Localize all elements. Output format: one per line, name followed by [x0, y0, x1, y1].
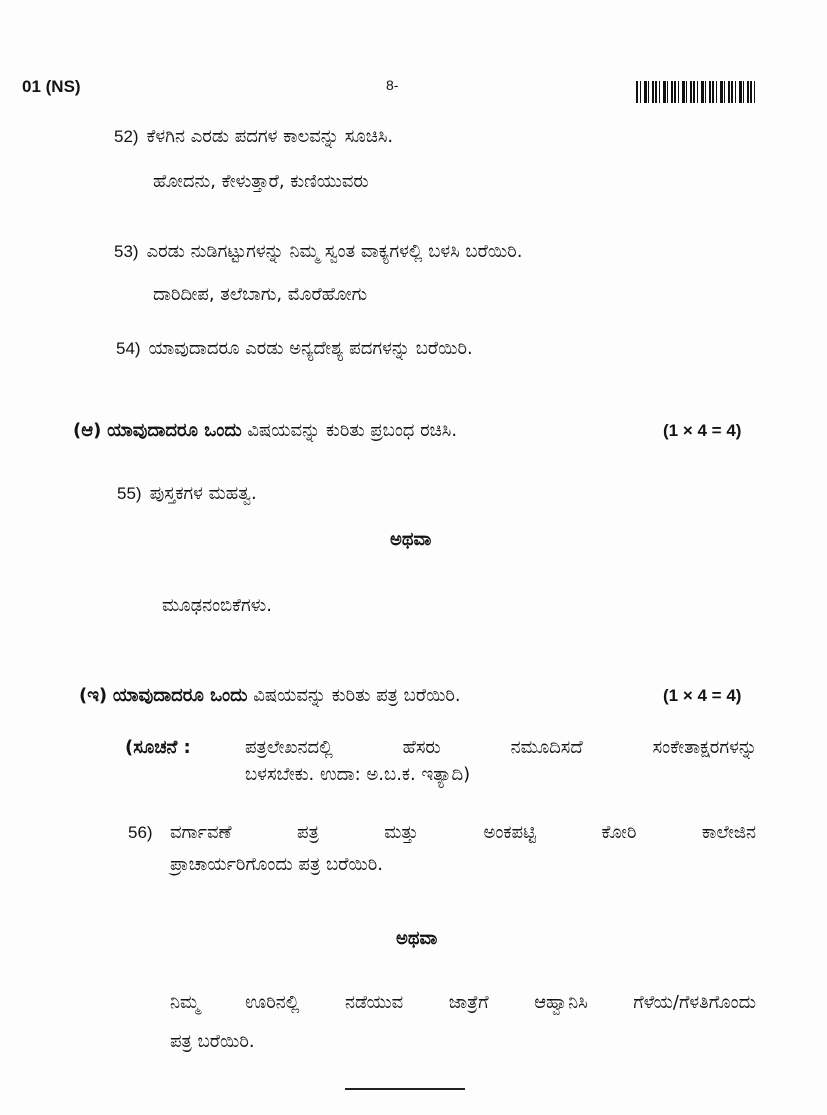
section-label: (ಆ) [73, 420, 102, 441]
paper-code: 01 (NS) [22, 77, 81, 96]
section-aa-heading [73, 420, 457, 442]
question-number: 54) [116, 339, 141, 358]
question-number: 52) [114, 127, 139, 146]
question-words: ದಾರಿದೀಪ, ತಲೆಬಾಗು, ಮೊರೆಹೋಗು [153, 284, 368, 305]
question-55 [117, 483, 257, 505]
question-55-alternative: ಮೂಢನಂಬಿಕೆಗಳು. [162, 595, 272, 616]
section-label: (ಇ) [79, 685, 108, 706]
section-i-heading [79, 685, 461, 707]
section-text: ವಿಷಯವನ್ನು ಕುರಿತು ಪ್ರಬಂಧ ರಚಿಸಿ. [247, 420, 458, 441]
alternative-line-2: ಪತ್ರ ಬರೆಯಿರಿ. [170, 1031, 255, 1052]
question-56-number: 56) [128, 823, 153, 842]
question-53 [114, 241, 523, 305]
note-line-2: ಬಳಸಬೇಕು. ಉದಾ: ಅ.ಬ.ಕ. ಇತ್ಯಾದಿ) [245, 764, 471, 785]
question-text: ಕೆಳಗಿನ ಎರಡು ಪದಗಳ ಕಾಲವನ್ನು ಸೂಚಿಸಿ. [146, 126, 394, 147]
note-text [245, 737, 757, 786]
or-divider: ಅಥವಾ [390, 529, 432, 550]
section-bold-text: ಯಾವುದಾದರೂ ಒಂದು [107, 420, 242, 441]
question-56-text [170, 822, 756, 876]
section-i-marks: (1 × 4 = 4) [663, 686, 742, 705]
note-line-1: ಪತ್ರಲೇಖನದಲ್ಲಿ ಹೆಸರು ನಮೂದಿಸದೆ ಸಂಕೇತಾಕ್ಷರಗಳನ್ನು [245, 737, 757, 758]
section-text: ವಿಷಯವನ್ನು ಕುರಿತು ಪತ್ರ ಬರೆಯಿರಿ. [253, 685, 461, 706]
question-56-line-1: ವರ್ಗಾವಣೆ ಪತ್ರ ಮತ್ತು ಅಂಕಪಟ್ಟಿ ಕೋರಿ ಕಾಲೇಜಿನ [170, 822, 756, 843]
question-text: ಎರಡು ನುಡಿಗಟ್ಟುಗಳನ್ನು ನಿಮ್ಮ ಸ್ವಂತ ವಾಕ್ಯಗಳಲ್ಲಿ ಬಳಸಿ ಬರೆಯಿರಿ. [146, 241, 523, 262]
question-number: 55) [117, 484, 142, 503]
question-words: ಹೋದನು, ಕೇಳುತ್ತಾರೆ, ಕುಣಿಯುವರು [153, 171, 369, 192]
barcode [636, 81, 756, 103]
alternative-line-1: ನಿಮ್ಮ ಊರಿನಲ್ಲಿ ನಡೆಯುವ ಜಾತ್ರೆಗೆ ಆಹ್ವಾನಿಸಿ ಗೆಳೆಯ/ಗೆಳತಿಗೊಂದು [170, 992, 756, 1013]
section-aa-marks: (1 × 4 = 4) [663, 421, 742, 440]
note-label: (ಸೂಚನೆ : [125, 737, 191, 758]
question-56-alternative [170, 992, 756, 1053]
question-54 [116, 338, 473, 360]
question-56-line-2: ಪ್ರಾಚಾರ್ಯರಿಗೊಂದು ಪತ್ರ ಬರೆಯಿರಿ. [170, 854, 383, 875]
question-text: ಯಾವುದಾದರೂ ಎರಡು ಅನ್ಯದೇಶ್ಯ ಪದಗಳನ್ನು ಬರೆಯಿರಿ. [148, 338, 473, 359]
end-rule [345, 1088, 465, 1090]
question-52 [114, 126, 394, 192]
page-number: 8- [386, 77, 399, 93]
section-bold-text: ಯಾವುದಾದರೂ ಒಂದು [112, 685, 248, 706]
question-number: 53) [114, 242, 139, 261]
or-divider: ಅಥವಾ [396, 928, 438, 949]
question-text: ಪುಸ್ತಕಗಳ ಮಹತ್ವ. [149, 483, 257, 504]
